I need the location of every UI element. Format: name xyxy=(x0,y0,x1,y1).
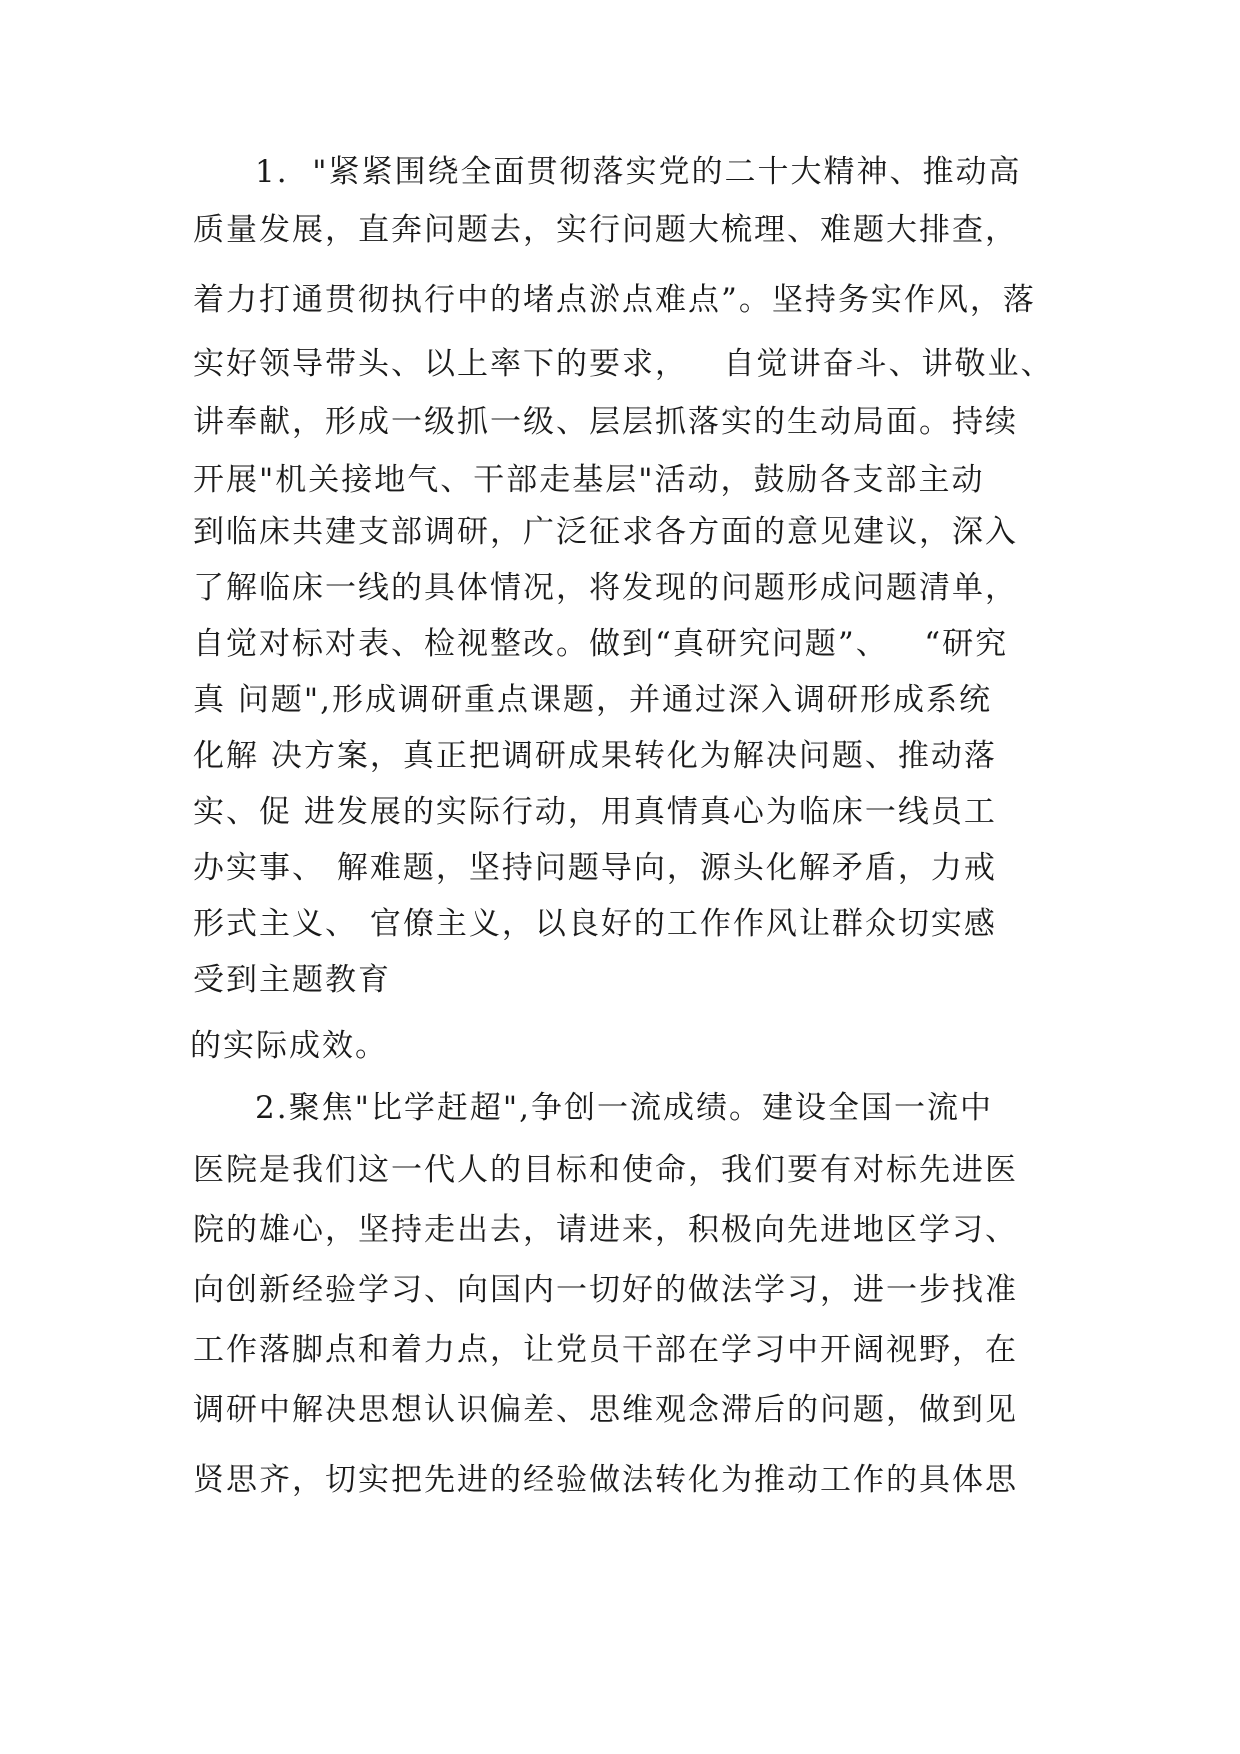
paragraph-1-line-4: 实好领导带头、以上率下的要求， 自觉讲奋斗、讲敬业、 xyxy=(193,346,1054,382)
paragraph-1-line-5: 讲奉献，形成一级抓一级、层层抓落实的生动局面。持续 xyxy=(193,404,1018,440)
paragraph-1-line-2: 质量发展，直奔问题去，实行问题大梳理、难题大排查， xyxy=(193,212,1018,248)
paragraph-2-line-1: 2.聚焦"比学赶超",争创一流成绩。建设全国一流中 xyxy=(255,1090,993,1126)
paragraph-1-line-12: 实、促 进发展的实际行动，用真情真心为临床一线员工 xyxy=(193,794,997,830)
paragraph-1-line-6: 开展"机关接地气、干部走基层"活动，鼓励各支部主动 xyxy=(193,462,985,498)
paragraph-1-line-9: 自觉对标对表、检视整改。做到“真研究问题”、 “研究 xyxy=(193,626,1009,662)
paragraph-2-line-3: 院的雄心，坚持走出去，请进来，积极向先进地区学习、 xyxy=(193,1212,1018,1248)
paragraph-1-line-1: 1. "紧紧围绕全面贯彻落实党的二十大精神、推动高 xyxy=(255,154,1022,190)
paragraph-1-line-14: 形式主义、 官僚主义，以良好的工作作风让群众切实感 xyxy=(193,906,997,942)
paragraph-1-line-7: 到临床共建支部调研，广泛征求各方面的意见建议，深入 xyxy=(193,514,1018,550)
paragraph-1-line-13: 办实事、 解难题，坚持问题导向，源头化解矛盾，力戒 xyxy=(193,850,997,886)
paragraph-1-line-3: 着力打通贯彻执行中的堵点淤点难点”。坚持务实作风，落 xyxy=(193,282,1036,318)
paragraph-2-line-7: 贤思齐，切实把先进的经验做法转化为推动工作的具体思 xyxy=(193,1462,1018,1498)
paragraph-2-line-4: 向创新经验学习、向国内一切好的做法学习，进一步找准 xyxy=(193,1272,1018,1308)
paragraph-2-line-5: 工作落脚点和着力点，让党员干部在学习中开阔视野，在 xyxy=(193,1332,1018,1368)
paragraph-2-line-2: 医院是我们这一代人的目标和使命，我们要有对标先进医 xyxy=(193,1152,1018,1188)
paragraph-1-line-8: 了解临床一线的具体情况，将发现的问题形成问题清单， xyxy=(193,570,1018,606)
paragraph-1-line-15: 受到主题教育 xyxy=(193,962,391,998)
paragraph-1-line-11: 化解 决方案，真正把调研成果转化为解决问题、推动落 xyxy=(193,738,997,774)
paragraph-1-line-16: 的实际成效。 xyxy=(190,1028,388,1064)
paragraph-2-line-6: 调研中解决思想认识偏差、思维观念滞后的问题，做到见 xyxy=(193,1392,1018,1428)
paragraph-1-line-10: 真 问题",形成调研重点课题，并通过深入调研形成系统 xyxy=(193,682,992,718)
